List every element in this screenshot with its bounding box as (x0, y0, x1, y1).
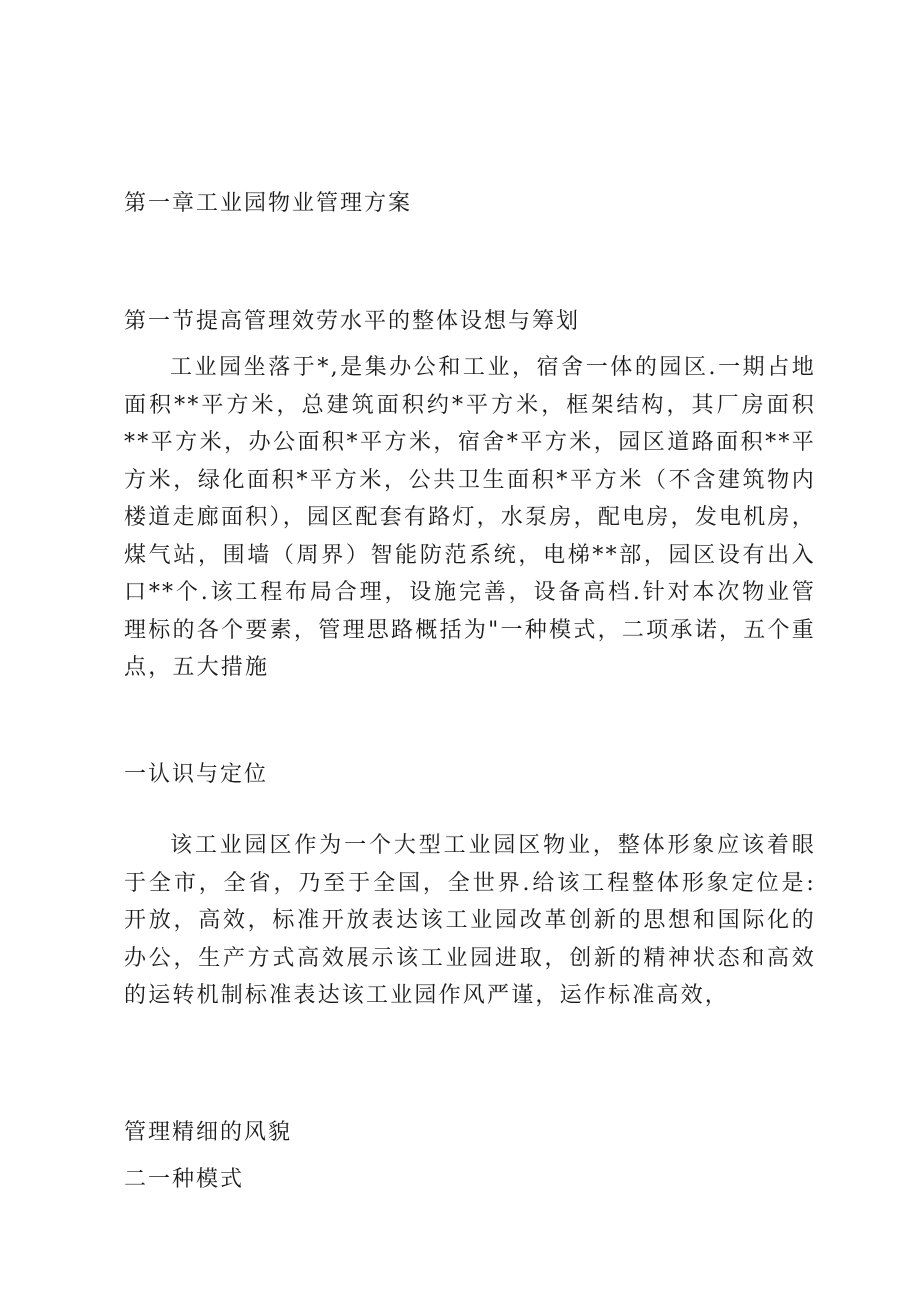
heading-one-mode: 二一种模式 (124, 1167, 245, 1192)
positioning-paragraph: 该工业园区作为一个大型工业园区物业，整体形象应该着眼于全市，全省，乃至于全国，全世界.给该工程整体形象定位是:开放，高效，标准开放表达该工业园改革创新的思想和国际化的办公，生产方式高效展示该工业园进取，创新的精神状态和高效的运转机制标准表达该工业园作风严谨，运作标准高效， (124, 833, 816, 1008)
intro-paragraph: 工业园坐落于*,是集办公和工业，宿舍一体的园区.一期占地面积**平方米，总建筑面积约*平方米，框架结构，其厂房面积**平方米，办公面积*平方米，宿舍*平方米，园区道路面积**平方米，绿化面积*平方米，公共卫生面积*平方米（不含建筑物内楼道走廊面积），园区配套有路灯，水泵房，配电房，发电机房，煤气站，围墙（周界）智能防范系统，电梯**部，园区设有出入口**个.该工程布局合理，设施完善，设备高档.针对本次物业管理标的各个要素，管理思路概括为"一种模式，二项承诺，五个重点，五大措施 (124, 355, 816, 680)
chapter-title: 第一章工业园物业管理方案 (124, 191, 413, 216)
heading-recognition-positioning: 一认识与定位 (124, 762, 269, 787)
section-title: 第一节提高管理效劳水平的整体设想与筹划 (124, 309, 581, 334)
fine-management-line: 管理精细的风貌 (124, 1120, 293, 1145)
